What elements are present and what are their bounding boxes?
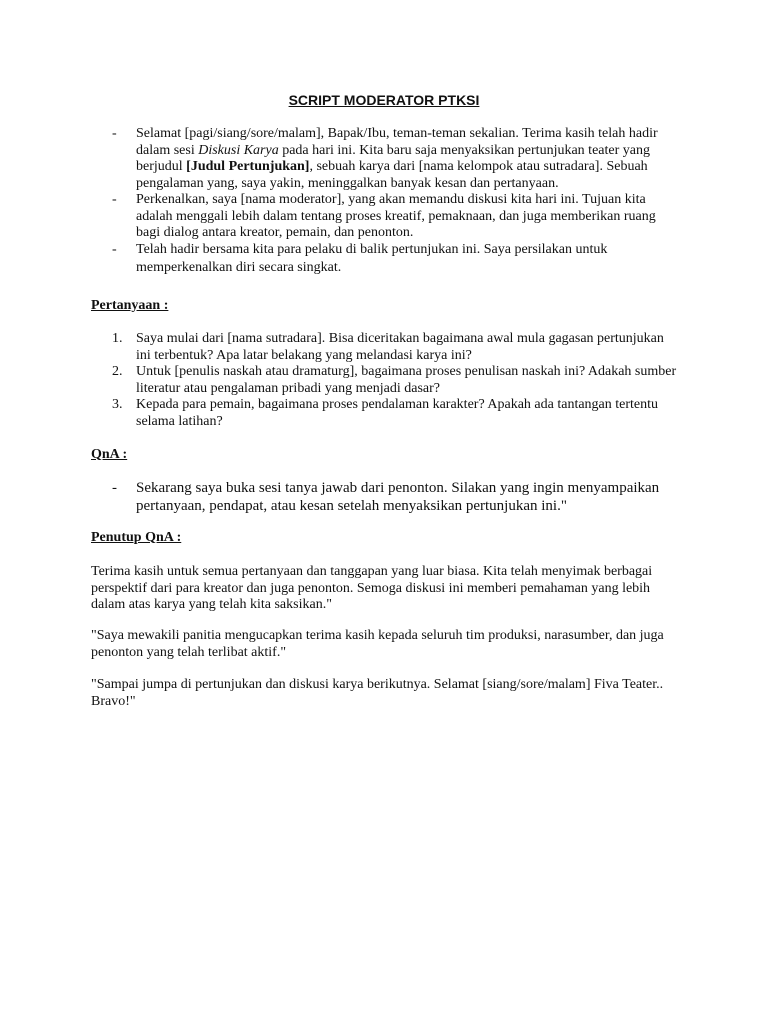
question-item	[91, 331, 681, 364]
closing-paragraph-3-wrap	[91, 677, 681, 710]
closing-paragraph: "Saya mewakili panitia mengucapkan terima kasih kepada seluruh tim produksi, narasumber, dan juga penonton yang telah terlibat aktif."	[91, 628, 664, 660]
session-name: Diskusi Karya	[198, 142, 279, 158]
intro-item-introduction	[91, 192, 681, 242]
qna-list	[91, 479, 691, 515]
intro-section	[91, 126, 681, 277]
question-number: 3.	[112, 397, 123, 412]
closing-section	[91, 530, 681, 547]
performance-title: [Judul Pertunjukan]	[186, 159, 310, 174]
questions-section	[91, 298, 681, 315]
document-title: SCRIPT MODERATOR PTKSI	[288, 92, 480, 108]
questions-list-wrap	[91, 331, 681, 430]
intro-item-guests	[91, 242, 681, 277]
greeting-part1: Selamat [pagi/siang/sore/malam], Bapak/Ibu, teman-teman sekalian. Terima kasih telah hadir dalam sesi	[136, 126, 658, 158]
intro-item-greeting	[91, 126, 681, 192]
qna-section	[91, 447, 681, 464]
dash-marker: -	[112, 241, 117, 257]
qna-item	[91, 479, 691, 515]
question-text: Kepada para pemain, bagaimana proses pendalaman karakter? Apakah ada tantangan tertentu selama latihan?	[136, 397, 659, 429]
question-number: 1.	[112, 331, 123, 346]
question-item	[91, 364, 681, 397]
question-item	[91, 397, 681, 430]
closing-paragraph-1-wrap	[91, 564, 681, 614]
dash-marker: -	[112, 480, 117, 496]
question-text: Saya mulai dari [nama sutradara]. Bisa diceritakan bagaimana awal mula gagasan pertunjukan ini terbentuk? Apa latar belakang yang melandasi karya ini?	[136, 331, 664, 363]
qna-heading: QnA :	[91, 447, 128, 462]
dash-marker: -	[112, 126, 117, 141]
qna-text: Sekarang saya buka sesi tanya jawab dari penonton. Silakan yang ingin menyampaikan pertanyaan, pendapat, atau kesan setelah menyaksikan pertunjukan ini."	[136, 480, 660, 514]
intro-item-greeting-text	[136, 126, 658, 191]
questions-heading: Pertanyaan :	[91, 298, 169, 313]
question-text: Untuk [penulis naskah atau dramaturg], bagaimana proses penulisan naskah ini? Adakah sumber literatur atau pengalaman pribadi yang menjadi dasar?	[136, 364, 677, 396]
questions-list	[91, 331, 681, 430]
question-number: 2.	[112, 364, 123, 379]
qna-list-wrap	[91, 479, 691, 515]
greeting-part2: pada hari ini. Kita baru saja menyaksikan pertunjukan teater yang berjudul	[136, 142, 650, 174]
closing-paragraph-2-wrap	[91, 628, 681, 661]
closing-paragraph: "Sampai jumpa di pertunjukan dan diskusi karya berikutnya. Selamat [siang/sore/malam] Fiva Teater.. Bravo!"	[91, 677, 664, 709]
dash-marker: -	[112, 192, 117, 207]
intro-item-guests-line2: memperkenalkan diri secara singkat.	[136, 260, 342, 275]
greeting-part3: , sebuah karya dari [nama kelompok atau sutradara]. Sebuah pengalaman yang, saya yakin, meninggalkan banyak kesan dan pertanyaan.	[136, 159, 648, 191]
intro-item-guests-line1: Telah hadir bersama kita para pelaku di balik pertunjukan ini. Saya persilakan untuk	[136, 241, 608, 257]
closing-paragraph: Terima kasih untuk semua pertanyaan dan tanggapan yang luar biasa. Kita telah menyimak berbagai perspektif dari para kreator dan juga penonton. Semoga diskusi ini memberi pemahaman yang lebih dalam atas karya yang telah kita saksikan."	[91, 564, 653, 612]
intro-item-introduction-text: Perkenalkan, saya [nama moderator], yang akan memandu diskusi kita hari ini. Tujuan kita adalah menggali lebih dalam tentang proses kreatif, pemaknaan, dan juga memberikan ruang bagi dialog antara kreator, pemain, dan penonton.	[136, 192, 656, 240]
closing-heading: Penutup QnA :	[91, 530, 182, 545]
intro-list	[91, 126, 681, 277]
